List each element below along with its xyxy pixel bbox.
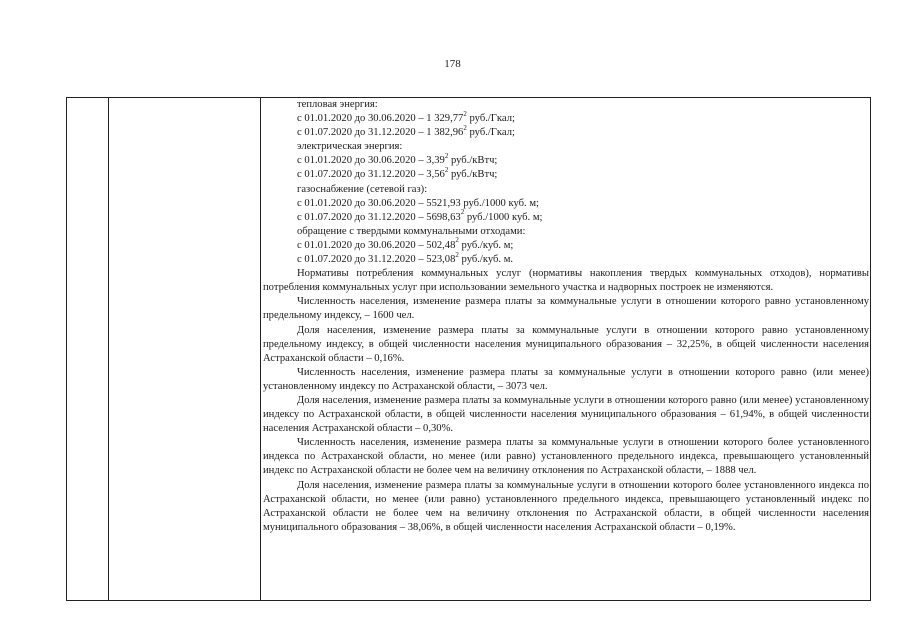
tariff-unit: руб./куб. м; xyxy=(458,239,514,251)
body-paragraph: Численность населения, изменение размера платы за коммунальные услуги в отношении которого более установленного индекса по Астраханской области, но менее (или равно) установленного предельного индекса, превышающего установленный индекс по Астраханской области не более чем на величину отклонения по Астраханской области, – 1888 чел. xyxy=(263,437,869,477)
paragraph-list xyxy=(263,267,869,535)
tariff-line xyxy=(263,165,869,182)
tariff-line xyxy=(263,208,869,225)
body-paragraph: Доля населения, изменение размера платы за коммунальные услуги в отношении которого более установленного индекса по Астраханской области, но менее (или равно) установленного предельного индекса, превышающего установленный индекс по Астраханской области не более чем на величину отклонения по Астраханской области, в общей численности населения муниципального образования – 38,06%, в общей численности населения Астраханской области – 0,19%. xyxy=(263,479,869,533)
column-divider xyxy=(108,98,109,600)
footnote-marker: 2 xyxy=(463,123,467,132)
content-cell xyxy=(263,98,869,535)
tariff-text: с 01.07.2020 до 31.12.2020 – 523,08 xyxy=(297,254,456,266)
tariff-list xyxy=(263,98,869,267)
tariff-text: с 01.07.2020 до 31.12.2020 – 5698,63 xyxy=(297,211,461,223)
column-divider xyxy=(260,98,261,600)
body-paragraph: Нормативы потребления коммунальных услуг (нормативы накопления твердых коммунальных отходов), нормативы потребления коммунальных услуг при использовании земельного участка и надворных построек не изменяются. xyxy=(263,268,869,294)
footnote-marker: 2 xyxy=(455,236,459,245)
tariff-line xyxy=(263,123,869,140)
tariff-text: электрическая энергия: xyxy=(297,141,403,153)
body-paragraph: Численность населения, изменение размера платы за коммунальные услуги в отношении которого равно установленному предельному индексу, – 1600 чел. xyxy=(263,296,869,322)
footnote-marker: 2 xyxy=(463,109,467,118)
document-table xyxy=(66,97,871,601)
body-paragraph: Доля населения, изменение размера платы за коммунальные услуги в отношении которого равно установленному предельному индексу, в общей численности населения муниципального образования – 32,25%, в общей численности населения Астраханской области – 0,16%. xyxy=(263,324,869,364)
footnote-marker: 2 xyxy=(444,165,449,174)
tariff-line xyxy=(263,236,869,253)
tariff-unit: руб./1000 куб. м; xyxy=(464,211,543,223)
tariff-text: с 01.01.2020 до 30.06.2020 – 502,48 xyxy=(297,239,456,251)
footnote-marker: 2 xyxy=(455,250,459,259)
tariff-unit: руб./Гкал; xyxy=(466,113,515,125)
tariff-line xyxy=(263,225,869,239)
tariff-text: с 01.01.2020 до 30.06.2020 – 5521,93 руб./1000 куб. м; xyxy=(297,197,539,209)
tariff-unit: руб./куб. м. xyxy=(458,254,514,266)
tariff-text: с 01.07.2020 до 31.12.2020 – 1 382,96 xyxy=(297,127,464,139)
tariff-line xyxy=(263,197,869,211)
tariff-text: с 01.07.2020 до 31.12.2020 – 3,56 xyxy=(297,169,445,181)
tariff-line xyxy=(263,109,869,126)
body-paragraph: Численность населения, изменение размера платы за коммунальные услуги в отношении которого равно (или менее) установленному индексу по Астраханской области, – 3073 чел. xyxy=(263,366,869,392)
tariff-text: с 01.01.2020 до 30.06.2020 – 3,39 xyxy=(297,155,445,167)
body-paragraph: Доля населения, изменение размера платы за коммунальные услуги в отношении которого равно (или менее) установленному индексу по Астраханской области, в общей численности населения муниципального образования – 61,94%, в общей численности населения Астраханской области – 0,30%. xyxy=(263,394,869,435)
tariff-text: тепловая энергия: xyxy=(297,99,378,110)
footnote-marker: 2 xyxy=(460,208,465,217)
tariff-line xyxy=(263,98,869,112)
tariff-text: обращение с твердыми коммунальными отходами: xyxy=(297,225,526,237)
page-number: 178 xyxy=(444,58,461,70)
tariff-line xyxy=(263,250,869,267)
tariff-text: с 01.01.2020 до 30.06.2020 – 1 329,77 xyxy=(297,113,464,125)
tariff-line xyxy=(263,140,869,154)
tariff-line xyxy=(263,151,869,168)
tariff-unit: руб./кВтч; xyxy=(448,169,498,181)
footnote-marker: 2 xyxy=(444,151,449,160)
tariff-line xyxy=(263,183,869,197)
tariff-unit: руб./Гкал; xyxy=(466,127,515,139)
tariff-text: газоснабжение (сетевой газ): xyxy=(297,183,428,195)
tariff-unit: руб./кВтч; xyxy=(448,155,498,167)
